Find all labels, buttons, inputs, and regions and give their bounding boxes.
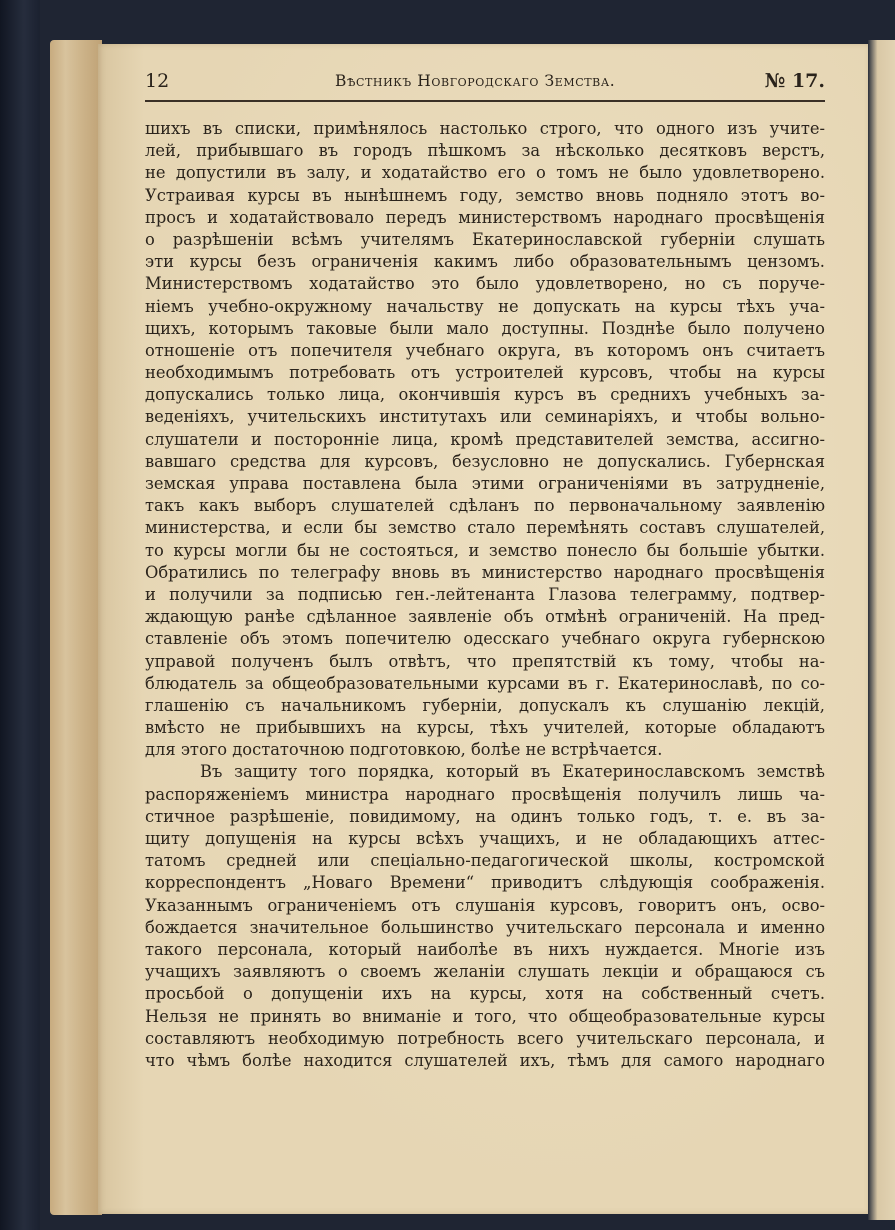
next-page-edge	[868, 40, 895, 1220]
issue-number: № 17.	[764, 70, 825, 92]
journal-title: Вѣстникъ Новгородскаго Земства.	[335, 72, 616, 90]
text-line: необходимымъ потребовать отъ устроителей курсовъ, чтобы на курсы	[145, 363, 825, 383]
text-line: щихъ, которымъ таковые были мало доступны. Позднѣе было получено	[145, 318, 825, 338]
text-line: просьбой о допущеніи ихъ на курсы, хотя на собственный счетъ.	[145, 984, 825, 1004]
text-line: шихъ въ списки, примѣнялось настолько строго, что одного изъ учите-	[145, 119, 825, 138]
text-line: ставленіе объ этомъ попечителю одесскаго учебнаго округа губернскою	[145, 629, 825, 649]
text-line: глашенію съ начальникомъ губерніи, допускалъ къ слушанію лекцій,	[145, 695, 825, 715]
text-line: эти курсы безъ ограниченія какимъ либо образовательнымъ цензомъ.	[145, 252, 825, 272]
text-line: бождается значительное большинство учительскаго персонала и именно	[145, 917, 825, 937]
text-line: такого персонала, который наиболѣе въ нихъ нуждается. Многіе изъ	[145, 939, 825, 959]
text-line: Нельзя не принять во вниманіе и того, что общеобразовательные курсы	[145, 1006, 825, 1026]
text-line: министерства, и если бы земство стало перемѣнять составъ слушателей,	[145, 518, 825, 538]
text-line: лей, прибывшаго въ городъ пѣшкомъ за нѣсколько десятковъ верстъ,	[145, 141, 825, 161]
text-line: и получили за подписью ген.-лейтенанта Глазова телеграмму, подтвер-	[145, 584, 825, 604]
text-line: ждающую ранѣе сдѣланное заявленіе объ отмѣнѣ ограниченій. На пред-	[145, 607, 825, 627]
text-line: отношеніе отъ попечителя учебнаго округа, въ которомъ онъ считаетъ	[145, 340, 825, 360]
text-line: земская управа поставлена была этими ограниченіями въ затрудненіе,	[145, 474, 825, 493]
text-line: то курсы могли бы не состояться, и земство понесло бы большіе убытки.	[145, 540, 825, 560]
paragraph-start-line: Въ защиту того порядка, который въ Екатеринославскомъ земствѣ	[200, 762, 825, 782]
article-body	[145, 118, 825, 1072]
text-line: Устраивая курсы въ нынѣшнемъ году, земство вновь подняло этотъ во-	[145, 185, 825, 205]
running-header	[145, 70, 825, 100]
paragraph-end-line: для этого достаточною подготовкою, болѣе не встрѣчается.	[145, 740, 663, 760]
text-line: просъ и ходатайствовало передъ министерствомъ народнаго просвѣщенія	[145, 207, 825, 227]
text-line: допускались только лица, окончившія курсъ въ среднихъ учебныхъ за-	[145, 385, 825, 405]
text-line: не допустили въ залу, и ходатайство его о томъ не было удовлетворено.	[145, 163, 825, 183]
header-rule	[145, 100, 825, 102]
text-line: корреспондентъ „Новаго Времени“ приводитъ слѣдующія соображенія.	[145, 873, 825, 893]
text-line: стичное разрѣшеніе, повидимому, на одинъ только годъ, т. е. въ за-	[145, 806, 825, 826]
text-line: щиту допущенія на курсы всѣхъ учащихъ, и не обладающихъ аттес-	[145, 829, 825, 848]
book-spine-background	[0, 0, 40, 1230]
text-line: слушатели и посторонніе лица, кромѣ представителей земства, ассигно-	[145, 429, 825, 449]
text-line: управой полученъ былъ отвѣтъ, что препятствій къ тому, чтобы на-	[145, 651, 825, 671]
text-line: такъ какъ выборъ слушателей сдѣланъ по первоначальному заявленію	[145, 496, 825, 516]
text-line: татомъ средней или спеціально-педагогической школы, костромской	[145, 851, 825, 871]
page-stack-edge	[50, 40, 102, 1215]
text-line: составляютъ необходимую потребность всего учительскаго персонала, и	[145, 1028, 825, 1048]
text-line: учащихъ заявляютъ о своемъ желаніи слушать лекціи и обращаюся съ	[145, 962, 825, 982]
page-number: 12	[145, 70, 170, 92]
text-line: что чѣмъ болѣе находится слушателей ихъ, тѣмъ для самого народнаго	[145, 1050, 825, 1070]
text-line: веденіяхъ, учительскихъ институтахъ или семинаріяхъ, и чтобы вольно-	[145, 407, 825, 427]
text-line: Указаннымъ ограниченіемъ отъ слушанія курсовъ, говоритъ онъ, осво-	[145, 895, 825, 915]
text-line: о разрѣшеніи всѣмъ учителямъ Екатеринославской губерніи слушать	[145, 229, 825, 249]
text-line: ніемъ учебно-окружному начальству не допускать на курсы тѣхъ уча-	[145, 296, 825, 316]
text-line: вмѣсто не прибывшихъ на курсы, тѣхъ учителей, которые обладаютъ	[145, 718, 825, 738]
text-line: Министерствомъ ходатайство это было удовлетворено, но съ поруче-	[145, 274, 825, 294]
text-line: Обратились по телеграфу вновь въ министерство народнаго просвѣщенія	[145, 562, 825, 582]
text-line: блюдатель за общеобразовательными курсами въ г. Екатеринославѣ, по со-	[145, 673, 825, 693]
text-line: вавшаго средства для курсовъ, безусловно не допускались. Губернская	[145, 451, 825, 471]
text-line: распоряженіемъ министра народнаго просвѣщенія получилъ лишь ча-	[145, 784, 825, 804]
